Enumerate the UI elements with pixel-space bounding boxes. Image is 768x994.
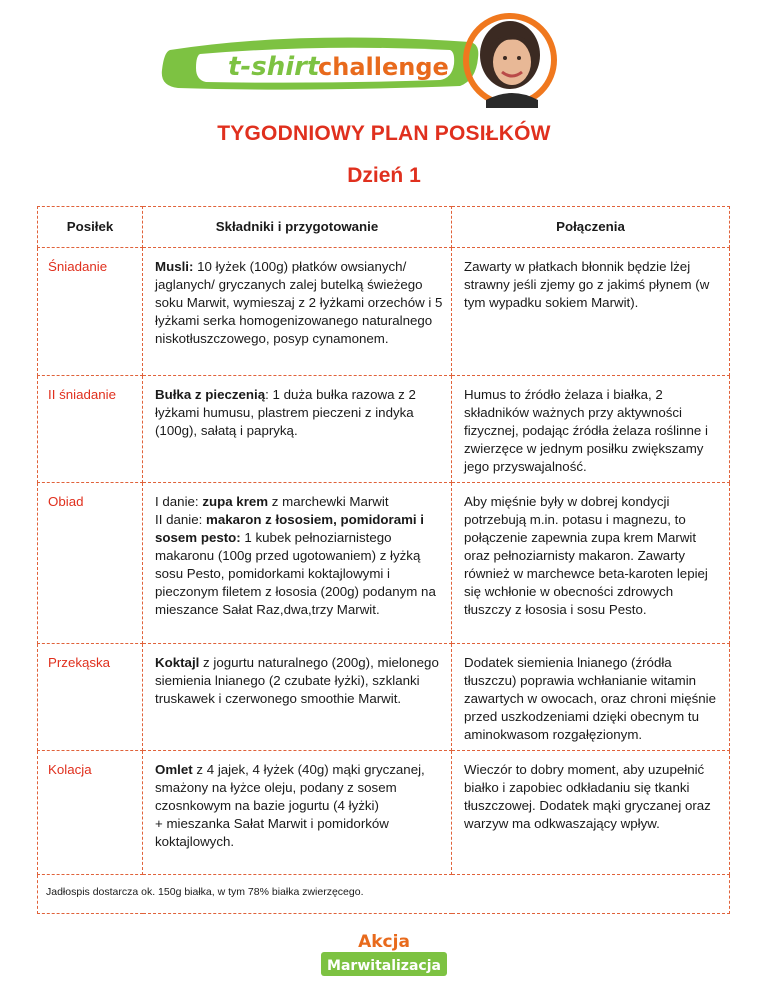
table-row xyxy=(38,376,730,483)
meal-name: Obiad xyxy=(38,483,143,644)
header-ingredients: Składniki i przygotowanie xyxy=(143,207,452,248)
ingredients-cell: Omlet z 4 jajek, 4 łyżek (40g) mąki gryczanej, smażony na łyżce oleju, podany z sosem czosnkowym na bazie jogurtu (4 łyżki) + mieszanka Sałat Marwit i pomidorków koktajlowych. xyxy=(143,751,452,875)
meal-name: Śniadanie xyxy=(38,248,143,376)
combination-cell: Humus to źródło żelaza i białka, 2 składników ważnych przy aktywności fizycznej, podając źródła żelaza roślinne i zwierzęce w jednym posiłku zwiększamy jego przyswajalność. xyxy=(452,376,730,483)
header-meal: Posiłek xyxy=(38,207,143,248)
logo-marwitalizacja-text: Marwitalizacja xyxy=(327,958,441,974)
table-row xyxy=(38,751,730,875)
ingredients-cell: Koktajl z jogurtu naturalnego (200g), mielonego siemienia lnianego (2 czubate łyżki), szklanki truskawek i czerwonego smoothie Marwit. xyxy=(143,644,452,751)
table-row xyxy=(38,248,730,376)
logo-word-challenge: challenge xyxy=(318,53,449,81)
combination-cell: Wieczór to dobry moment, aby uzupełnić białko i zapobiec odkładaniu się tkanki tłuszczowej. Dodatek mąki gryczanej oraz warzyw ma odkwaszający wpływ. xyxy=(452,751,730,875)
table-row xyxy=(38,483,730,644)
tshirt-challenge-logo xyxy=(0,0,768,120)
ingredients-cell: Musli: 10 łyżek (100g) płatków owsianych/ jaglanych/ gryczanych zalej butelką świeżego soku Marwit, wymieszaj z 2 łyżkami orzechów i 5 łyżkami serka homogenizowanego naturalnego niskotłuszczowego, posyp cynamonem. xyxy=(143,248,452,376)
table-row xyxy=(38,644,730,751)
table-header-row xyxy=(38,207,730,248)
meal-name: Kolacja xyxy=(38,751,143,875)
logo-akcja-text: Akcja xyxy=(358,932,410,952)
meal-plan-table xyxy=(37,206,730,914)
combination-cell: Aby mięśnie były w dobrej kondycji potrzebują m.in. potasu i magnezu, to połączenie zapewnia zupa krem Marwit oraz pełnoziarnisty makaron. Zawarty również w marchewce beta-karoten lepiej się wchłonie w obecności zdrowych tłuszczy z łososia i sosu Pesto. xyxy=(452,483,730,644)
combination-cell: Zawarty w płatkach błonnik będzie lżej strawny jeśli zjemy go z jakimś płynem (w tym wypadku sokiem Marwit). xyxy=(452,248,730,376)
header-combinations: Połączenia xyxy=(452,207,730,248)
footnote-row xyxy=(38,875,730,914)
combination-cell: Dodatek siemienia lnianego (źródła tłuszczu) poprawia wchłanianie witamin zawartych w owocach, oraz chroni mięśnie przed uszkodzeniami dzięki obecnym tu aminokwasom rozgałęzionym. xyxy=(452,644,730,751)
meal-name: II śniadanie xyxy=(38,376,143,483)
woman-portrait-image xyxy=(480,21,540,108)
akcja-marwitalizacja-logo xyxy=(317,928,451,980)
ingredients-cell: Bułka z pieczenią: 1 duża bułka razowa z 2 łyżkami humusu, plastrem pieczeni z indyka (100g), sałatą i papryką. xyxy=(143,376,452,483)
logo-word-tshirt: t-shirt xyxy=(228,52,320,82)
protein-footnote: Jadłospis dostarcza ok. 150g białka, w tym 78% białka zwierzęcego. xyxy=(38,875,730,914)
ingredients-cell: I danie: zupa krem z marchewki Marwit II danie: makaron z łososiem, pomidorami i sosem pesto: 1 kubek pełnoziarnistego makaronu (100g przed ugotowaniem) z łyżką sosu Pesto, pomidorkami koktajlowymi i pieczonym filetem z łososia (200g) podanym na mieszance Sałat Raz,dwa,trzy Marwit. xyxy=(143,483,452,644)
day-heading: Dzień 1 xyxy=(347,164,421,187)
page-title: TYGODNIOWY PLAN POSIŁKÓW xyxy=(217,122,551,145)
meal-name: Przekąska xyxy=(38,644,143,751)
